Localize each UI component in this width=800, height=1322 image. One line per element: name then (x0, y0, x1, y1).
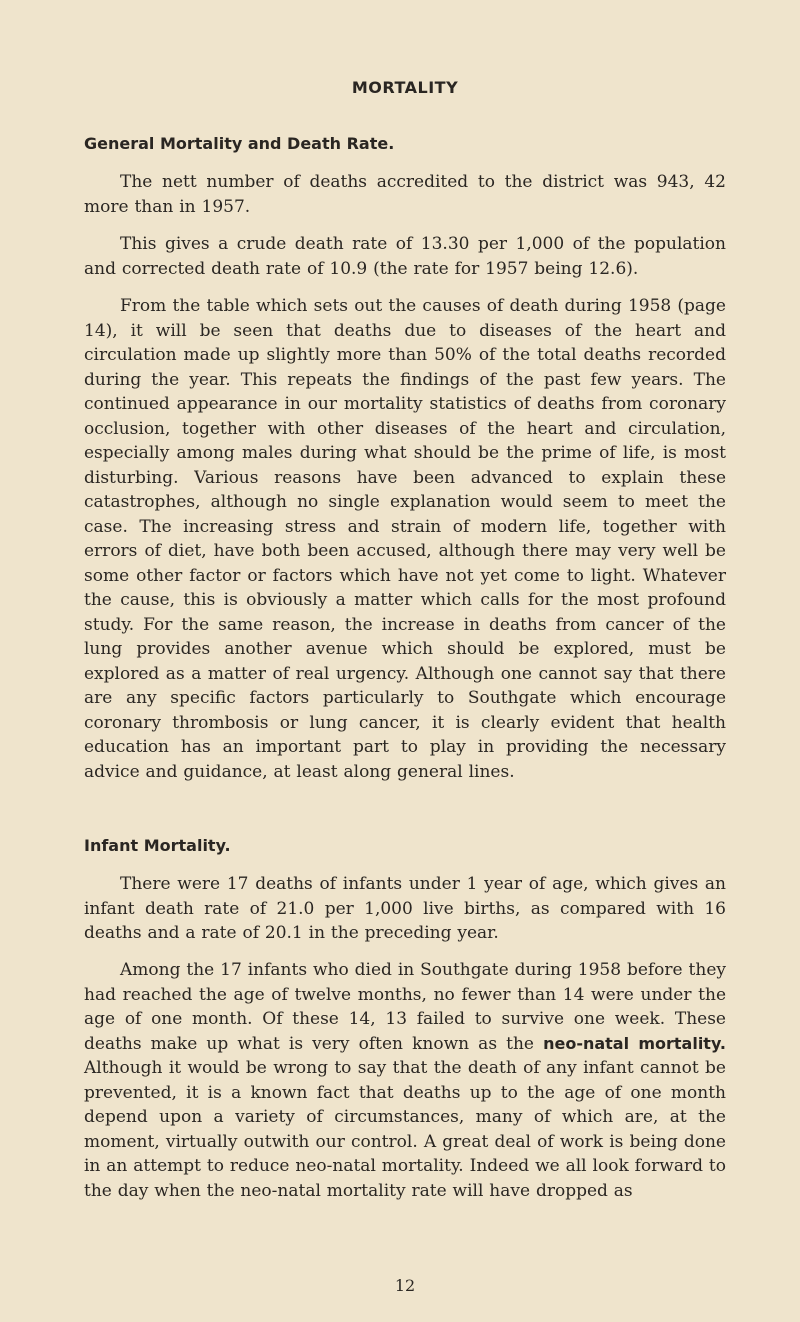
section-heading-infant-mortality: Infant Mortality. (84, 836, 231, 855)
paragraph-causes-of-death: From the table which sets out the causes of death during 1958 (page 14), it will be seen that deaths due to diseases of the heart and circulation made up slightly more than 50% of the total deaths recorded during the year. This repeats the findings of the past few years. The continued appearance in our mortality statistics of deaths from coronary occlusion, together with other diseases of the heart and circulation, especially among males during what should be the prime of life, is most disturbing. Various reasons have been advanced to explain these catastrophes, although no single explanation would seem to meet the case. The increasing stress and strain of modern life, together with errors of diet, have both been accused, although there may very well be some other factor or factors which have not yet come to light. Whatever the cause, this is obviously a matter which calls for the most profound study. For the same reason, the increase in deaths from cancer of the lung provides another avenue which should be explored, must be explored as a matter of real urgency. Although one cannot say that there are any specific factors particularly to Southgate which encourage coronary thrombosis or lung cancer, it is clearly evident that health education has an important part to play in providing the necessary advice and guidance, at least along general lines. (84, 296, 726, 782)
paragraph-deaths-accredited: The nett number of deaths accredited to the district was 943, 42 more than in 1957. (84, 172, 726, 217)
page-number: 12 (394, 1276, 416, 1295)
paragraph-crude-death-rate: This gives a crude death rate of 13.30 per 1,000 of the population and corrected death rate of 10.9 (the rate for 1957 being 12.6). (84, 234, 726, 279)
paragraph-neo-natal-part1: Among the 17 infants who died in Southgate during 1958 before they had reached the age of twelve months, no fewer than 14 were under the age of one month. Of these 14, 13 failed to survive one week. These deaths make up what is very often known as the (84, 960, 726, 1054)
page-title: MORTALITY (351, 78, 459, 97)
section-heading-general-mortality: General Mortality and Death Rate. (84, 134, 395, 153)
neo-natal-term: neo-natal mortality. (543, 1033, 726, 1053)
paragraph-infant-deaths: There were 17 deaths of infants under 1 year of age, which gives an infant death rate of 21.0 per 1,000 live births, as compared with 16 deaths and a rate of 20.1 in the preceding year. (84, 874, 726, 943)
paragraph-neo-natal-part2: Although it would be wrong to say that the death of any infant cannot be prevented, it is a known fact that deaths up to the age of one month depend upon a variety of circumstances, many of which are, at the moment, virtually outwith our control. A great deal of work is being done in an attempt to reduce neo-natal mortality. Indeed we all look forward to the day when the neo-natal mortality rate will have dropped as (84, 1058, 726, 1201)
paragraph-neo-natal (84, 958, 726, 1203)
